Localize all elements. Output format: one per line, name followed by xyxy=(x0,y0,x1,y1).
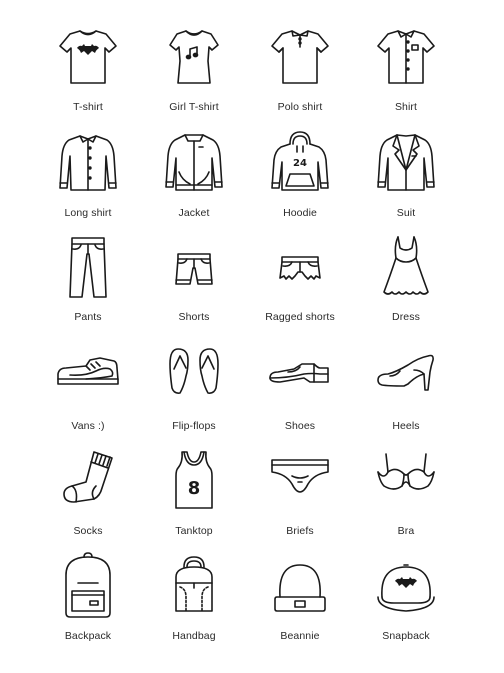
tanktop-icon xyxy=(162,450,226,514)
snapback-icon xyxy=(374,553,438,617)
icon-label: Vans :) xyxy=(71,420,105,432)
icon-label: Suit xyxy=(396,207,416,219)
dress-icon xyxy=(374,236,438,300)
shoes-icon xyxy=(268,344,332,408)
pants-icon xyxy=(56,236,120,300)
vans-icon xyxy=(56,344,120,408)
hoodie-print: 24 xyxy=(293,158,307,169)
long-shirt-icon xyxy=(56,132,120,196)
icon-label: Jacket xyxy=(178,207,210,219)
icon-label: Backpack xyxy=(64,630,112,642)
suit-icon xyxy=(374,132,438,196)
icon-label: Handbag xyxy=(172,630,216,642)
icon-tile-snapback xyxy=(343,553,469,659)
icon-label: Pants xyxy=(74,311,102,323)
shirt-icon xyxy=(374,27,438,91)
icon-label: Bra xyxy=(397,525,415,537)
icon-label: Socks xyxy=(73,525,103,537)
shorts-icon xyxy=(162,236,226,300)
icon-label: Long shirt xyxy=(64,207,112,219)
icon-label: Beannie xyxy=(280,630,320,642)
icon-tile-heels xyxy=(343,344,469,450)
icon-label: Shoes xyxy=(284,420,316,432)
icon-label: Dress xyxy=(392,311,420,323)
icon-label: Girl T-shirt xyxy=(169,101,219,113)
heels-icon xyxy=(374,344,438,408)
icon-label: T-shirt xyxy=(73,101,103,113)
briefs-icon xyxy=(268,450,332,514)
t-shirt-icon xyxy=(56,27,120,91)
hoodie-icon xyxy=(268,132,332,196)
socks-icon xyxy=(56,450,120,514)
flip-flops-icon xyxy=(162,344,226,408)
polo-shirt-icon xyxy=(268,27,332,91)
icon-label: Snapback xyxy=(382,630,430,642)
icon-tile-suit xyxy=(343,132,469,238)
beanie-icon xyxy=(268,553,332,617)
icon-label: Tanktop xyxy=(175,525,213,537)
icon-label: Flip-flops xyxy=(172,420,216,432)
icon-label: Polo shirt xyxy=(277,101,323,113)
handbag-icon xyxy=(162,553,226,617)
icon-label: Shirt xyxy=(394,101,418,113)
icon-label: Heels xyxy=(392,420,420,432)
icon-tile-shirt xyxy=(343,27,469,133)
icon-label: Briefs xyxy=(286,525,314,537)
tanktop-print: 8 xyxy=(187,478,201,499)
icon-tile-bra xyxy=(343,450,469,556)
icon-tile-dress xyxy=(343,236,469,342)
girl-t-shirt-icon xyxy=(162,27,226,91)
backpack-icon xyxy=(56,553,120,617)
jacket-icon xyxy=(162,132,226,196)
icon-label: Shorts xyxy=(178,311,210,323)
ragged-shorts-icon xyxy=(268,236,332,300)
icon-label: Hoodie xyxy=(283,207,317,219)
bra-icon xyxy=(374,450,438,514)
icon-label: Ragged shorts xyxy=(265,311,335,323)
